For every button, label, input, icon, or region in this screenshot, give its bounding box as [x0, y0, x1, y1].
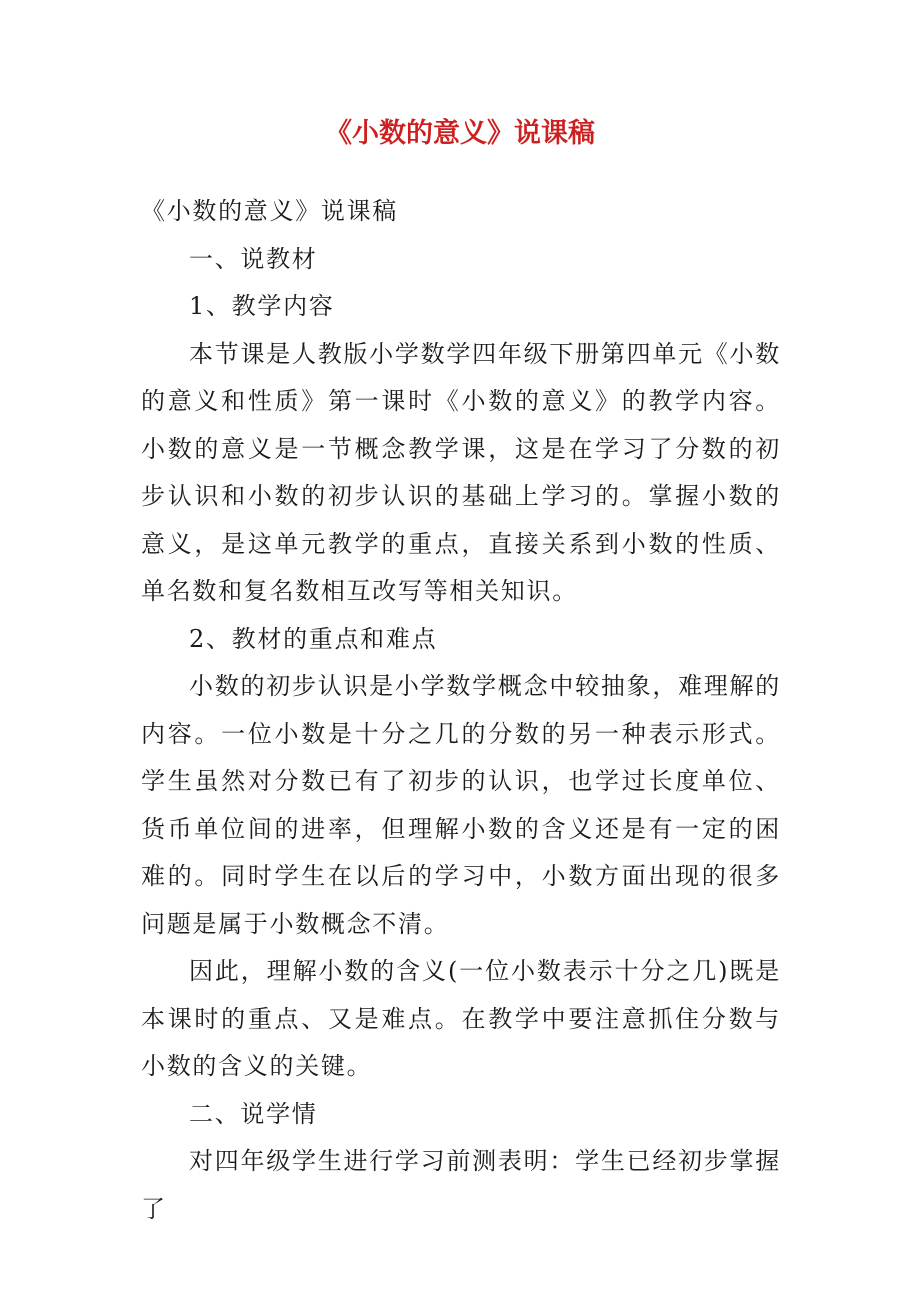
paragraph: 对四年级学生进行学习前测表明：学生已经初步掌握了 [141, 1147, 781, 1223]
document-title: 《小数的意义》说课稿 [325, 118, 595, 149]
paragraph: 小数的初步认识是小学数学概念中较抽象，难理解的内容。一位小数是十分之几的分数的另一种表示形式。学生虽然对分数已有了初步的认识，也学过长度单位、货币单位间的进率，但理解小数的含义还是有一定的困难的。同时学生在以后的学习中，小数方面出现的很多问题是属于小数概念不清。 [141, 672, 781, 938]
subsection-heading-1: 1、教学内容 [189, 292, 335, 320]
paragraph: 本节课是人教版小学数学四年级下册第四单元《小数的意义和性质》第一课时《小数的意义》的教学内容。小数的意义是一节概念教学课，这是在学习了分数的初步认识和小数的初步认识的基础上学习的。掌握小数的意义，是这单元教学的重点，直接关系到小数的性质、单名数和复名数相互改写等相关知识。 [141, 339, 781, 605]
section-heading-2: 二、说学情 [189, 1099, 318, 1128]
document-body [141, 188, 781, 1233]
section-heading-1: 一、说教材 [189, 244, 318, 273]
subsection-heading-2: 2、教材的重点和难点 [189, 624, 438, 653]
body-heading: 《小数的意义》说课稿 [141, 197, 398, 225]
paragraph: 因此，理解小数的含义(一位小数表示十分之几)既是本课时的重点、又是难点。在教学中要注意抓住分数与小数的含义的关键。 [141, 957, 781, 1080]
